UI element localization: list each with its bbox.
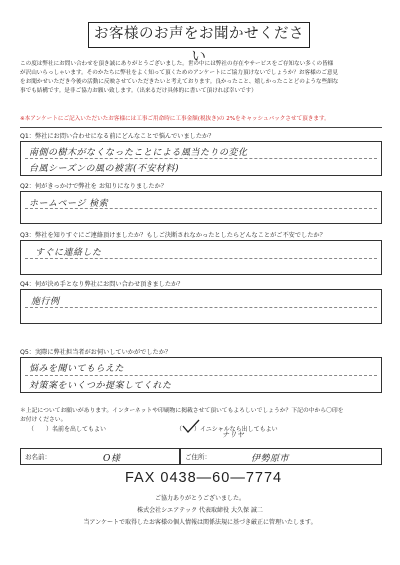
question-4-answer-line-1: 施行例 — [31, 297, 60, 307]
question-1-answer-line-1: 南側の樹木がなくなったことによる風当たりの変化 — [29, 148, 248, 158]
address-field[interactable] — [180, 448, 382, 465]
question-5-answer-box[interactable] — [20, 357, 382, 393]
question-1-answer-box[interactable] — [20, 141, 382, 176]
name-field[interactable] — [20, 448, 180, 465]
page-title: お客様のお声をお聞かせください — [88, 22, 310, 48]
question-5-label: Q5：実際に弊社担当者がお伺いしていかがでしたか？ — [20, 349, 172, 356]
question-1-answer-line-2: 台風シーズンの風の被害(不安材料) — [29, 164, 180, 174]
intro-line: をお聞かせいただき今後の活動に反映させていただきたいと考えております。良かったこと、嬉しかったことどのような些細な — [20, 78, 339, 85]
question-2-answer-box[interactable] — [20, 191, 382, 224]
company-name: 株式会社シエアテック 代表取締役 大久保 誠二 — [137, 507, 263, 514]
question-1-label: Q1：弊社にお問い合わせになる前にどんなことで悩んでいましたか？ — [20, 133, 215, 140]
intro-line: 事でも結構です。是非ご協力お願い致します。（出来るだけ具体的に書いて頂ければ幸いです） — [20, 87, 257, 94]
fax-number: FAX 0438―60―7774 — [125, 470, 283, 486]
question-4-answer-box[interactable] — [20, 289, 382, 324]
answer-rule — [25, 375, 377, 376]
initial-mark: ナリヤ — [222, 431, 245, 439]
name-field-value: O様 — [103, 454, 121, 464]
divider — [20, 127, 382, 128]
permission-line: お付けください。 — [20, 417, 67, 423]
question-3-answer-box[interactable] — [20, 240, 382, 275]
thanks-text: ご協力ありがとうございました。 — [154, 495, 245, 502]
address-field-value: 伊勢原市 — [251, 454, 290, 464]
option-name-ok[interactable]: （ ）名前を出してもよい — [28, 426, 107, 433]
answer-rule — [25, 258, 377, 259]
checkmark-icon — [180, 418, 202, 434]
intro-text — [20, 60, 382, 96]
address-field-label: ご住所： — [185, 453, 211, 461]
intro-line: が沢山いらっしゃいます。そのかたちに弊社をよく知って頂くためのアンケートにご協力頂けないでしょうか？お客様のご意見 — [20, 69, 339, 76]
question-3-label: Q3：弊社を知りすぐにご連絡頂けましたか？もしご決断されなかったとしたらどんなことがご不安でしたか？ — [20, 232, 326, 239]
question-2-answer-line-1: ホームページ 検索 — [29, 199, 109, 209]
answer-rule — [25, 307, 377, 308]
permission-line: ＊上記についてお願いがあります。インターネットや印刷物に掲載させて頂いてもよろしいでしょうか？下記の中から〇印を — [20, 408, 344, 414]
privacy-note: 当アンケートで取得したお客様の個人情報は関係法規に基づき厳正に管理いたします。 — [83, 519, 317, 526]
cashback-note: ※本アンケートにご記入いただいたお客様には工事ご用命時に工事金額(税抜き)の 2%をキャッシュバックさせて頂きます。 — [20, 116, 330, 122]
question-3-answer-line-1: すぐに連絡した — [35, 248, 102, 258]
name-field-label: お名前： — [25, 453, 51, 461]
question-4-label: Q4：何が決め手となり弊社にお問い合わせ頂きましたか？ — [20, 281, 184, 288]
question-5-answer-line-1: 悩みを聞いてもらえた — [29, 364, 125, 374]
question-2-label: Q2：何がきっかけで弊社を お知りになりましたか？ — [20, 183, 167, 190]
intro-line: この度は弊社にお問い合わせを頂き誠にありがとうございました。世の中には弊社の存在やサービスをご存知ない多くの皆様 — [20, 61, 334, 67]
option-initial-ok[interactable]: （ ）イニシャルなら出してもよい — [176, 426, 278, 433]
answer-rule — [25, 158, 377, 159]
question-5-answer-line-2: 対策案をいくつか提案してくれた — [29, 381, 172, 391]
